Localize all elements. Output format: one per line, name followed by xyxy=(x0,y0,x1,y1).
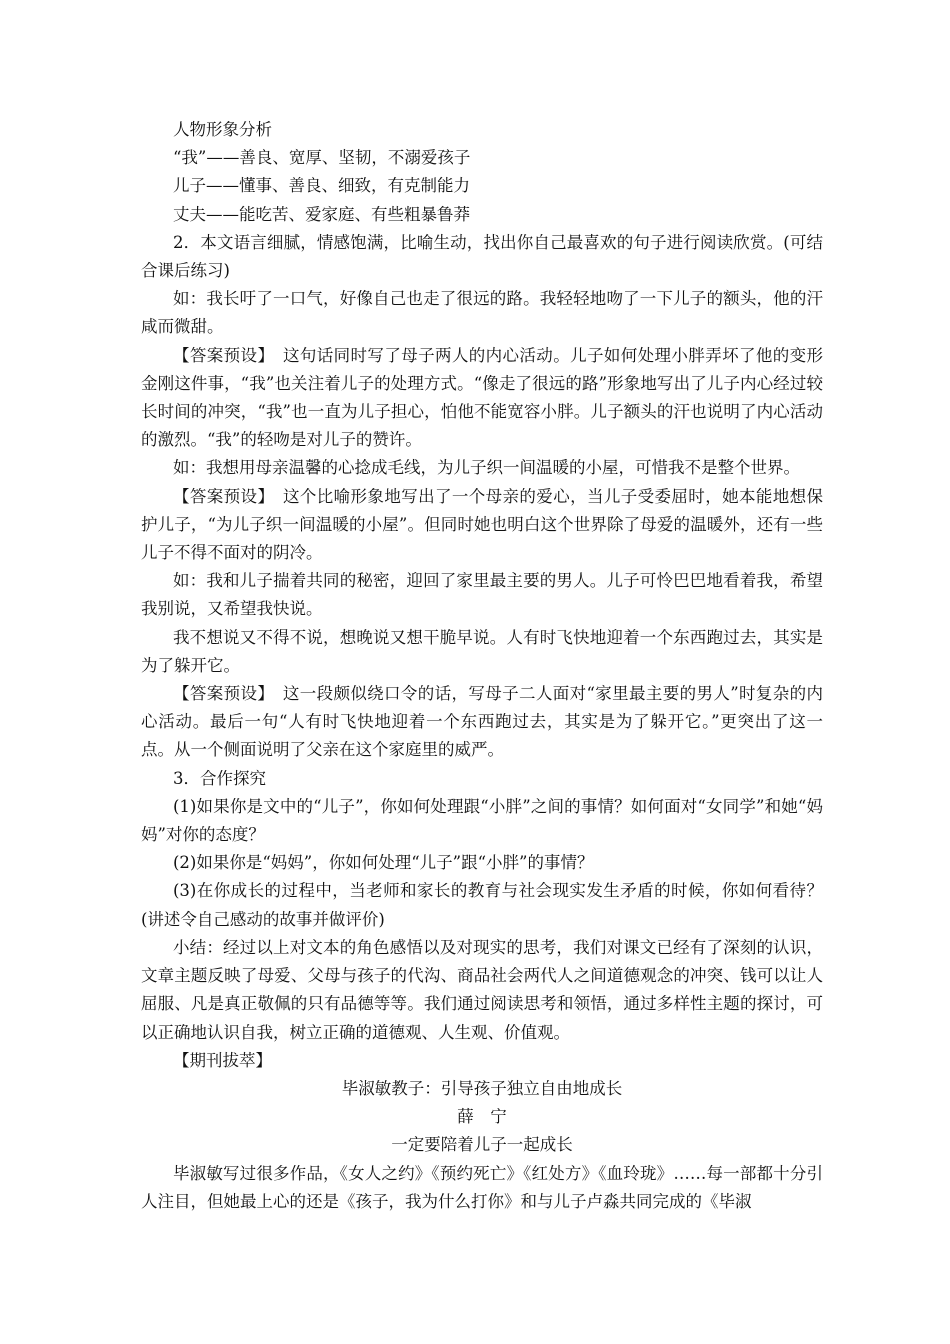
example-1: 如：我长吁了一口气，好像自己也走了很远的路。我轻轻地吻了一下儿子的额头，他的汗咸而微甜。 xyxy=(141,289,823,337)
article-author: 薛 宁 xyxy=(457,1107,507,1127)
question-3-1: (1)如果你是文中的“儿子”，你如何处理跟“小胖”之间的事情？如何面对“女同学”和她“妈妈”对你的态度？ xyxy=(141,796,823,845)
character-analysis-son: 儿子——懂事、善良、细致，有克制能力 xyxy=(173,176,470,196)
example-2: 如：我想用母亲温馨的心捻成毛线，为儿子织一间温暖的小屋，可惜我不是整个世界。 xyxy=(173,458,800,478)
answer-label: 【答案预设】 xyxy=(173,486,267,506)
answer-label: 【答案预设】 xyxy=(173,684,266,704)
question-3-3: (3)在你成长的过程中，当老师和家长的教育与社会现实发生矛盾的时候，你如何看待？(讲述令自己感动的故事并做评价) xyxy=(141,881,823,929)
question-3: 3．合作探究 xyxy=(173,768,266,788)
answer-1 xyxy=(141,342,823,455)
answer-2-text: 这个比喻形象地写出了一个母亲的爱心，当儿子受委屈时，她本能地想保护儿子，“为儿子织一间温暖的小屋”。但同时她也明白这个世界除了母爱的温暖外，还有一些儿子不得不面对的阴冷。 xyxy=(141,486,824,563)
answer-1-text: 这句话同时写了母子两人的内心活动。儿子如何处理小胖弄坏了他的变形金刚这件事，“我”也关注着儿子的处理方式。“像走了很远的路”形象地写出了儿子内心经过较长时间的冲突，“我”也一直为儿子担心，怕他不能宽容小胖。儿子额头的汗也说明了内心活动的激烈。“我”的轻吻是对儿子的赞许。 xyxy=(141,345,824,450)
periodical-label: 【期刊拔萃】 xyxy=(173,1050,272,1070)
example-3b: 我不想说又不得不说，想晚说又想干脆早说。人有时飞快地迎着一个东西跑过去，其实是为了躲开它。 xyxy=(141,627,823,675)
answer-label: 【答案预设】 xyxy=(173,345,267,365)
example-3a: 如：我和儿子揣着共同的秘密，迎回了家里最主要的男人。儿子可怜巴巴地看着我，希望我别说，又希望我快说。 xyxy=(141,571,823,619)
article-title: 毕淑敏教子：引导孩子独立自由地成长 xyxy=(341,1078,623,1098)
character-analysis-husband: 丈夫——能吃苦、爱家庭、有些粗暴鲁莽 xyxy=(173,204,470,224)
article-subtitle: 一定要陪着儿子一起成长 xyxy=(391,1135,573,1155)
section-title: 人物形象分析 xyxy=(173,120,272,139)
answer-2 xyxy=(141,483,823,568)
answer-3-text: 这一段颇似绕口令的话，写母子二人面对“家里最主要的男人”时复杂的内心活动。最后一句“人有时飞快地迎着一个东西跑过去，其实是为了躲开它。”更突出了这一点。从一个侧面说明了父亲在这个家庭里的威严。 xyxy=(141,684,824,760)
question-2: 2．本文语言细腻，情感饱满，比喻生动，找出你自己最喜欢的句子进行阅读欣赏。(可结合课后练习) xyxy=(141,232,823,281)
summary: 小结：经过以上对文本的角色感悟以及对现实的思考，我们对课文已经有了深刻的认识，文章主题反映了母爱、父母与孩子的代沟、商品社会两代人之间道德观念的冲突、钱可以让人屈服、凡是真正敬佩的只有品德等等。我们通过阅读思考和领悟，通过多样性主题的探讨，可以正确地认识自我，树立正确的道德观、人生观、价值观。 xyxy=(141,937,823,1042)
character-analysis-me: “我”——善良、宽厚、坚韧，不溺爱孩子 xyxy=(173,148,471,168)
document-body xyxy=(141,116,823,1216)
question-3-2: (2)如果你是“妈妈”，你如何处理“儿子”跟“小胖”的事情？ xyxy=(173,853,594,873)
article-paragraph-1: 毕淑敏写过很多作品，《女人之约》《预约死亡》《红处方》《血玲珑》……每一部都十分引人注目，但她最上心的还是《孩子，我为什么打你》和与儿子卢淼共同完成的《毕淑 xyxy=(141,1163,823,1211)
answer-3 xyxy=(141,680,823,765)
